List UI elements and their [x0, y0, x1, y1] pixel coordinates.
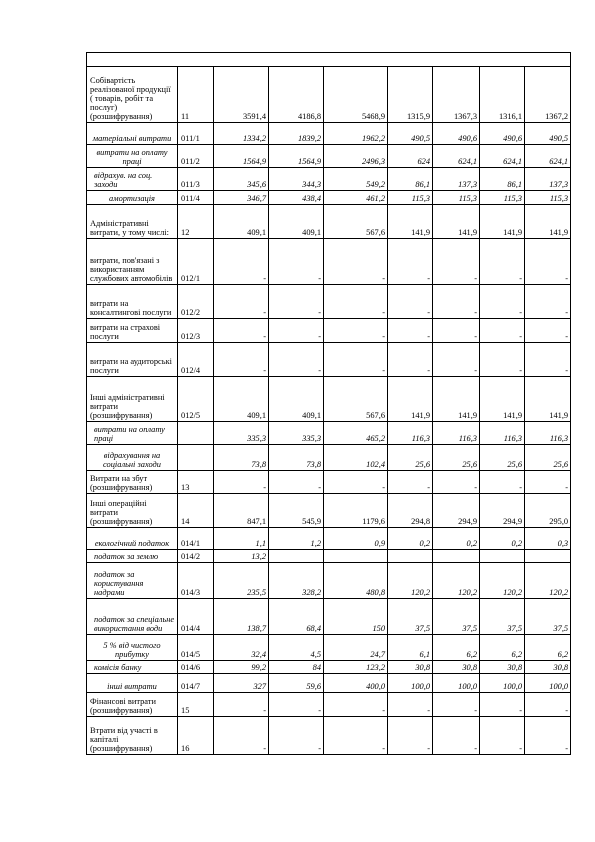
value-cell: 480,8: [324, 563, 388, 599]
value-cell: 1179,6: [324, 494, 388, 528]
value-cell: 4,5: [269, 635, 324, 661]
value-cell: 847,1: [214, 494, 269, 528]
value-cell: 624,1: [480, 145, 525, 168]
value-cell: 294,9: [480, 494, 525, 528]
row-code: 014/7: [178, 674, 214, 693]
value-cell: 6,2: [433, 635, 480, 661]
value-cell: -: [214, 285, 269, 319]
value-cell: -: [269, 471, 324, 494]
row-code: 13: [178, 471, 214, 494]
value-cell: 327: [214, 674, 269, 693]
value-cell: 30,8: [433, 661, 480, 674]
table-row: [87, 319, 571, 343]
value-cell: [525, 550, 571, 563]
value-cell: 346,7: [214, 191, 269, 205]
value-cell: 294,8: [388, 494, 433, 528]
table-row: [87, 239, 571, 285]
row-label: екологічний податок: [87, 528, 178, 550]
row-label: податок за спеціальне використання води: [87, 599, 178, 635]
value-cell: -: [388, 239, 433, 285]
value-cell: [388, 550, 433, 563]
value-cell: 6,2: [525, 635, 571, 661]
value-cell: 5468,9: [324, 67, 388, 123]
table-row: [87, 445, 571, 471]
value-cell: -: [324, 717, 388, 755]
value-cell: 99,2: [214, 661, 269, 674]
row-label: Витрати на збут (розшифрування): [87, 471, 178, 494]
value-cell: 549,2: [324, 168, 388, 191]
financial-costs-table: [86, 52, 571, 755]
value-cell: -: [214, 319, 269, 343]
value-cell: 409,1: [269, 205, 324, 239]
value-cell: -: [525, 239, 571, 285]
value-cell: 438,4: [269, 191, 324, 205]
value-cell: -: [525, 285, 571, 319]
value-cell: 2496,3: [324, 145, 388, 168]
value-cell: 141,9: [433, 205, 480, 239]
value-cell: -: [480, 319, 525, 343]
value-cell: 32,4: [214, 635, 269, 661]
table-row: [87, 377, 571, 422]
value-cell: -: [269, 717, 324, 755]
value-cell: 30,8: [480, 661, 525, 674]
value-cell: 115,3: [433, 191, 480, 205]
value-cell: 73,8: [214, 445, 269, 471]
row-code: 011/2: [178, 145, 214, 168]
row-label: матеріальні витрати: [87, 123, 178, 145]
value-cell: 102,4: [324, 445, 388, 471]
row-code: 011/4: [178, 191, 214, 205]
row-code: 14: [178, 494, 214, 528]
value-cell: -: [324, 285, 388, 319]
value-cell: 25,6: [525, 445, 571, 471]
value-cell: 345,6: [214, 168, 269, 191]
value-cell: -: [324, 471, 388, 494]
table-row: [87, 343, 571, 377]
value-cell: 567,6: [324, 377, 388, 422]
table-row: [87, 67, 571, 123]
value-cell: -: [433, 693, 480, 717]
value-cell: 84: [269, 661, 324, 674]
row-label: Втрати від участі в капіталі (розшифрування): [87, 717, 178, 755]
value-cell: 1,1: [214, 528, 269, 550]
value-cell: 409,1: [269, 377, 324, 422]
value-cell: 150: [324, 599, 388, 635]
value-cell: [269, 550, 324, 563]
table-row: [87, 471, 571, 494]
row-label: Собівартість реалізованої продукції ( товарів, робіт та послуг) (розшифрування): [87, 67, 178, 123]
value-cell: 1334,2: [214, 123, 269, 145]
row-label: податок за користування надрами: [87, 563, 178, 599]
row-code: 011/1: [178, 123, 214, 145]
value-cell: 1367,3: [433, 67, 480, 123]
row-code: [178, 422, 214, 445]
value-cell: -: [324, 693, 388, 717]
table-row: [87, 717, 571, 755]
value-cell: -: [269, 319, 324, 343]
table-row: [87, 205, 571, 239]
row-label: витрати, пов'язані з використанням службових автомобілів: [87, 239, 178, 285]
value-cell: 24,7: [324, 635, 388, 661]
row-code: 014/2: [178, 550, 214, 563]
row-code: 014/5: [178, 635, 214, 661]
value-cell: 1962,2: [324, 123, 388, 145]
value-cell: 116,3: [525, 422, 571, 445]
row-label: витрати на оплату праці: [87, 422, 178, 445]
row-code: 12: [178, 205, 214, 239]
value-cell: 115,3: [525, 191, 571, 205]
value-cell: 1315,9: [388, 67, 433, 123]
row-code: 014/4: [178, 599, 214, 635]
table-row: [87, 528, 571, 550]
row-label: Інші адміністративні витрати (розшифрування): [87, 377, 178, 422]
value-cell: -: [388, 471, 433, 494]
value-cell: -: [388, 717, 433, 755]
value-cell: 120,2: [388, 563, 433, 599]
table-row: [87, 168, 571, 191]
value-cell: 120,2: [433, 563, 480, 599]
row-label: Інші операційні витрати (розшифрування): [87, 494, 178, 528]
row-label: Фінансові витрати (розшифрування): [87, 693, 178, 717]
value-cell: 624,1: [525, 145, 571, 168]
value-cell: -: [433, 319, 480, 343]
value-cell: 1,2: [269, 528, 324, 550]
value-cell: 490,6: [433, 123, 480, 145]
header-cell: [87, 53, 571, 67]
row-label: витрати на страхові послуги: [87, 319, 178, 343]
table-row: [87, 191, 571, 205]
value-cell: -: [480, 285, 525, 319]
value-cell: 25,6: [388, 445, 433, 471]
value-cell: 116,3: [480, 422, 525, 445]
table-row: [87, 661, 571, 674]
value-cell: [324, 550, 388, 563]
value-cell: 400,0: [324, 674, 388, 693]
row-label: витрати на консалтингові послуги: [87, 285, 178, 319]
value-cell: 0,2: [388, 528, 433, 550]
row-code: 014/3: [178, 563, 214, 599]
value-cell: 100,0: [525, 674, 571, 693]
table-row: [87, 494, 571, 528]
table-row: [87, 285, 571, 319]
value-cell: 123,2: [324, 661, 388, 674]
row-code: 012/1: [178, 239, 214, 285]
table-row: [87, 123, 571, 145]
row-code: 014/1: [178, 528, 214, 550]
row-code: 012/2: [178, 285, 214, 319]
value-cell: 1564,9: [214, 145, 269, 168]
value-cell: 37,5: [388, 599, 433, 635]
value-cell: -: [480, 239, 525, 285]
value-cell: 0,2: [480, 528, 525, 550]
value-cell: 461,2: [324, 191, 388, 205]
value-cell: -: [525, 319, 571, 343]
value-cell: 294,9: [433, 494, 480, 528]
value-cell: -: [388, 285, 433, 319]
table-row: [87, 599, 571, 635]
value-cell: 73,8: [269, 445, 324, 471]
row-label: амортизація: [87, 191, 178, 205]
value-cell: 545,9: [269, 494, 324, 528]
value-cell: -: [480, 471, 525, 494]
value-cell: 120,2: [480, 563, 525, 599]
value-cell: 624,1: [433, 145, 480, 168]
value-cell: 1564,9: [269, 145, 324, 168]
value-cell: -: [324, 343, 388, 377]
value-cell: [433, 550, 480, 563]
value-cell: 30,8: [525, 661, 571, 674]
value-cell: 13,2: [214, 550, 269, 563]
value-cell: 3591,4: [214, 67, 269, 123]
row-code: 15: [178, 693, 214, 717]
value-cell: -: [214, 343, 269, 377]
value-cell: -: [480, 717, 525, 755]
value-cell: 137,3: [525, 168, 571, 191]
value-cell: -: [324, 319, 388, 343]
value-cell: -: [214, 693, 269, 717]
value-cell: -: [388, 319, 433, 343]
table-body: [87, 53, 571, 755]
value-cell: -: [480, 343, 525, 377]
table-row: [87, 563, 571, 599]
table-header-row: [87, 53, 571, 67]
value-cell: 116,3: [388, 422, 433, 445]
row-code: 012/5: [178, 377, 214, 422]
value-cell: 37,5: [480, 599, 525, 635]
value-cell: 409,1: [214, 377, 269, 422]
value-cell: 115,3: [480, 191, 525, 205]
row-code: 11: [178, 67, 214, 123]
value-cell: -: [525, 717, 571, 755]
value-cell: 335,3: [269, 422, 324, 445]
value-cell: 344,3: [269, 168, 324, 191]
value-cell: 490,5: [388, 123, 433, 145]
value-cell: -: [388, 343, 433, 377]
value-cell: 115,3: [388, 191, 433, 205]
value-cell: 86,1: [480, 168, 525, 191]
value-cell: 6,1: [388, 635, 433, 661]
value-cell: 141,9: [388, 377, 433, 422]
row-label: податок за землю: [87, 550, 178, 563]
value-cell: 490,6: [480, 123, 525, 145]
value-cell: -: [214, 717, 269, 755]
value-cell: -: [433, 285, 480, 319]
row-label: відрахування на соціальні заходи: [87, 445, 178, 471]
value-cell: 1367,2: [525, 67, 571, 123]
value-cell: 59,6: [269, 674, 324, 693]
row-code: 012/4: [178, 343, 214, 377]
row-label: відрахув. на соц. заходи: [87, 168, 178, 191]
value-cell: -: [525, 343, 571, 377]
table-row: [87, 550, 571, 563]
value-cell: 409,1: [214, 205, 269, 239]
value-cell: 25,6: [480, 445, 525, 471]
value-cell: 295,0: [525, 494, 571, 528]
row-code: 014/6: [178, 661, 214, 674]
value-cell: -: [269, 239, 324, 285]
value-cell: 567,6: [324, 205, 388, 239]
table-row: [87, 422, 571, 445]
row-label: витрати на аудиторські послуги: [87, 343, 178, 377]
value-cell: 0,3: [525, 528, 571, 550]
table-row: [87, 145, 571, 168]
value-cell: 100,0: [480, 674, 525, 693]
value-cell: 141,9: [525, 377, 571, 422]
value-cell: 137,3: [433, 168, 480, 191]
value-cell: 141,9: [480, 205, 525, 239]
value-cell: -: [480, 693, 525, 717]
value-cell: 100,0: [433, 674, 480, 693]
value-cell: -: [433, 471, 480, 494]
value-cell: [480, 550, 525, 563]
value-cell: -: [388, 693, 433, 717]
value-cell: -: [433, 239, 480, 285]
row-label: інші витрати: [87, 674, 178, 693]
value-cell: 328,2: [269, 563, 324, 599]
row-label: Адміністративні витрати, у тому числі:: [87, 205, 178, 239]
value-cell: 141,9: [433, 377, 480, 422]
value-cell: 25,6: [433, 445, 480, 471]
row-code: [178, 445, 214, 471]
value-cell: 116,3: [433, 422, 480, 445]
value-cell: 30,8: [388, 661, 433, 674]
table-row: [87, 693, 571, 717]
value-cell: 235,5: [214, 563, 269, 599]
table-row: [87, 674, 571, 693]
value-cell: 0,2: [433, 528, 480, 550]
value-cell: 1839,2: [269, 123, 324, 145]
value-cell: -: [433, 717, 480, 755]
row-code: 011/3: [178, 168, 214, 191]
value-cell: -: [214, 471, 269, 494]
value-cell: 6,2: [480, 635, 525, 661]
value-cell: 100,0: [388, 674, 433, 693]
row-code: 012/3: [178, 319, 214, 343]
value-cell: 37,5: [433, 599, 480, 635]
value-cell: 86,1: [388, 168, 433, 191]
table-row: [87, 635, 571, 661]
row-label: витрати на оплату праці: [87, 145, 178, 168]
value-cell: 138,7: [214, 599, 269, 635]
row-label: 5 % від чистого прибутку: [87, 635, 178, 661]
value-cell: -: [269, 343, 324, 377]
value-cell: 624: [388, 145, 433, 168]
value-cell: 4186,8: [269, 67, 324, 123]
value-cell: 335,3: [214, 422, 269, 445]
value-cell: -: [269, 693, 324, 717]
value-cell: 120,2: [525, 563, 571, 599]
value-cell: -: [433, 343, 480, 377]
value-cell: 490,5: [525, 123, 571, 145]
value-cell: -: [214, 239, 269, 285]
row-label: комісія банку: [87, 661, 178, 674]
value-cell: -: [525, 471, 571, 494]
value-cell: 0,9: [324, 528, 388, 550]
value-cell: 68,4: [269, 599, 324, 635]
row-code: 16: [178, 717, 214, 755]
value-cell: 465,2: [324, 422, 388, 445]
value-cell: 1316,1: [480, 67, 525, 123]
value-cell: -: [269, 285, 324, 319]
value-cell: -: [324, 239, 388, 285]
value-cell: -: [525, 693, 571, 717]
value-cell: 141,9: [480, 377, 525, 422]
value-cell: 141,9: [525, 205, 571, 239]
value-cell: 141,9: [388, 205, 433, 239]
value-cell: 37,5: [525, 599, 571, 635]
